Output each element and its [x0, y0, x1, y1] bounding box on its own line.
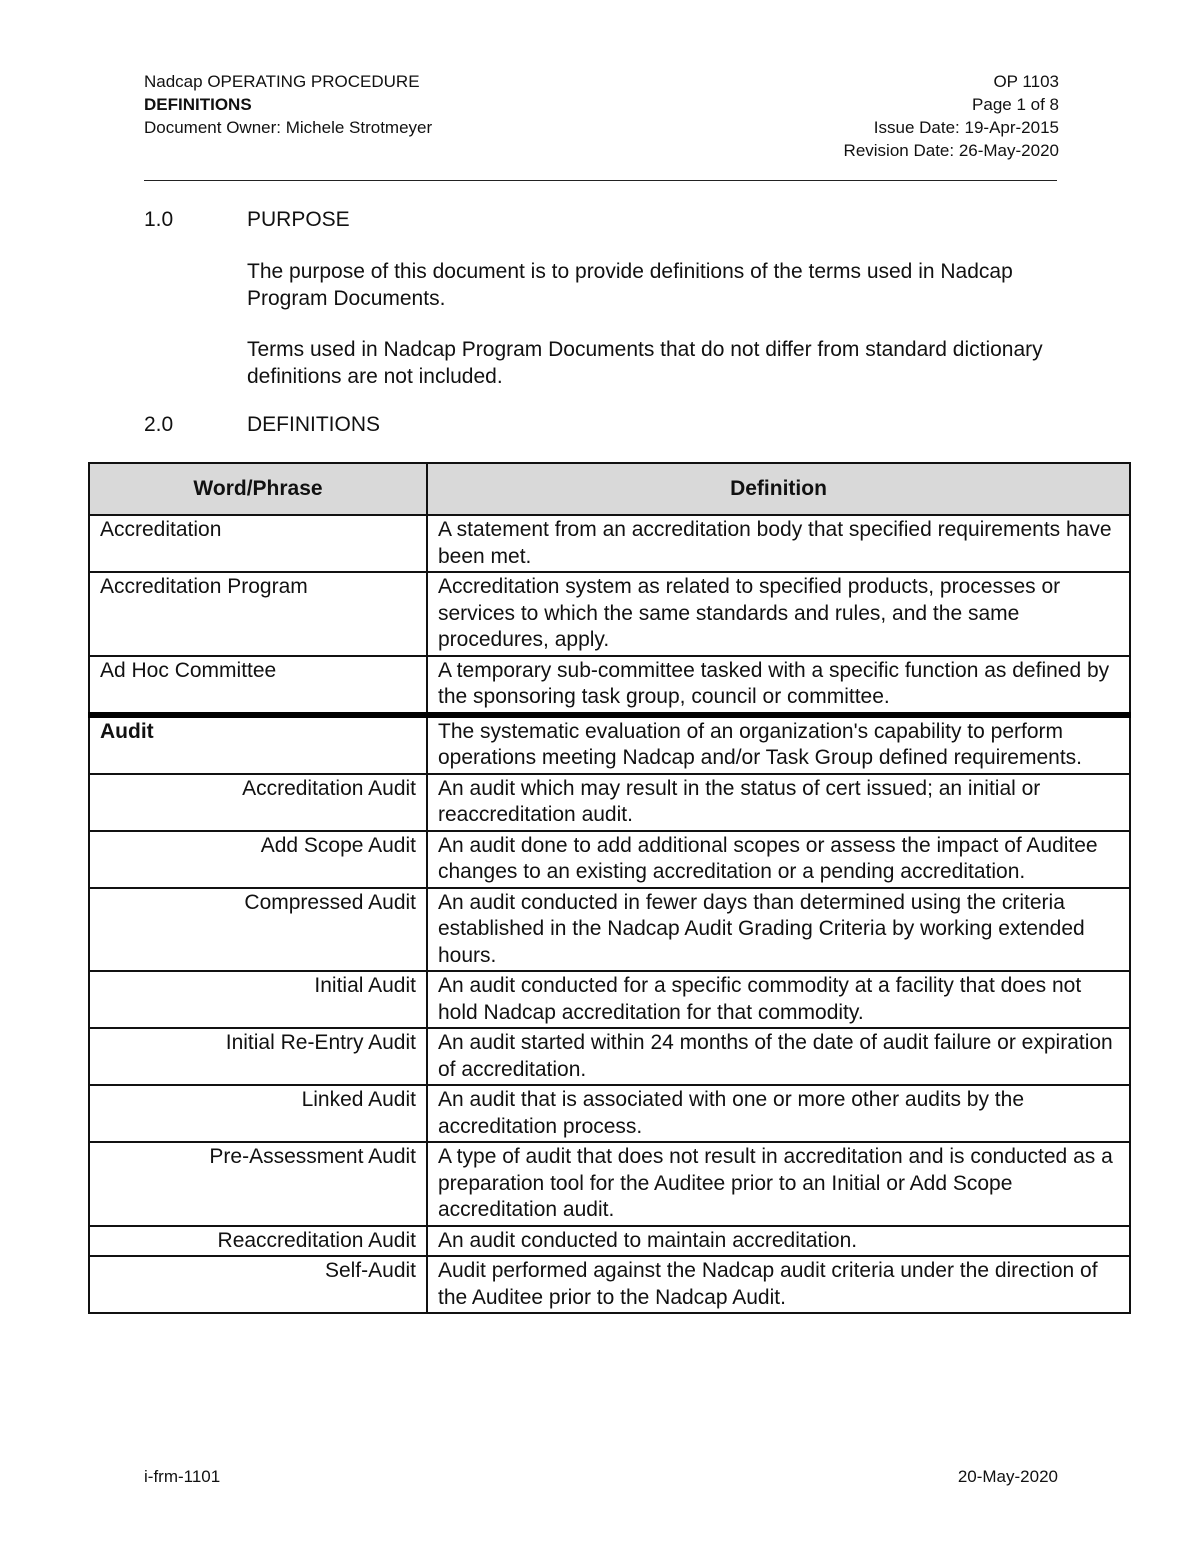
definition-cell: An audit conducted for a specific commodity at a facility that does not hold Nadcap accreditation for that commodity. — [427, 971, 1130, 1028]
column-header-term: Word/Phrase — [89, 463, 427, 515]
definition-cell: A type of audit that does not result in accreditation and is conducted as a preparation tool for the Auditee prior to an Initial or Add Scope accreditation audit. — [427, 1142, 1130, 1226]
definition-cell: An audit conducted in fewer days than determined using the criteria established in the Nadcap Audit Grading Criteria by working extended hours. — [427, 888, 1130, 972]
subterm-cell: Accreditation Audit — [89, 774, 427, 831]
section-number: 1.0 — [144, 208, 174, 231]
table-row — [89, 971, 1130, 1028]
definition-cell: An audit that is associated with one or more other audits by the accreditation process. — [427, 1085, 1130, 1142]
definition-cell: An audit done to add additional scopes or assess the impact of Auditee changes to an existing accreditation or a pending accreditation. — [427, 831, 1130, 888]
definition-cell: An audit conducted to maintain accreditation. — [427, 1226, 1130, 1257]
purpose-paragraph-1: The purpose of this document is to provide definitions of the terms used in Nadcap Program Documents. — [247, 260, 1013, 310]
subterm-cell: Compressed Audit — [89, 888, 427, 972]
doc-number: OP 1103 — [993, 72, 1059, 91]
table-row — [89, 515, 1130, 572]
issue-date: Issue Date: 19-Apr-2015 — [873, 118, 1059, 137]
table-row-group-audit — [89, 715, 1130, 774]
revision-date: Revision Date: 26-May-2020 — [843, 141, 1059, 160]
definition-cell: The systematic evaluation of an organization's capability to perform operations meeting Nadcap and/or Task Group defined requirements. — [427, 715, 1130, 774]
table-row — [89, 1085, 1130, 1142]
subterm-cell: Initial Re-Entry Audit — [89, 1028, 427, 1085]
definition-cell: A statement from an accreditation body that specified requirements have been met. — [427, 515, 1130, 572]
column-header-definition: Definition — [427, 463, 1130, 515]
table-row — [89, 1142, 1130, 1226]
subterm-cell: Initial Audit — [89, 971, 427, 1028]
page-number: Page 1 of 8 — [972, 95, 1059, 114]
table-row — [89, 656, 1130, 715]
header-divider — [144, 180, 1057, 181]
table-row — [89, 1256, 1130, 1313]
table-row — [89, 831, 1130, 888]
program-title: Nadcap OPERATING PROCEDURE — [144, 72, 420, 91]
document-header — [144, 70, 1059, 162]
footer-form-id: i-frm-1101 — [144, 1467, 221, 1486]
section-title: PURPOSE — [247, 208, 350, 231]
section-title: DEFINITIONS — [247, 413, 381, 436]
term-cell-group: Audit — [89, 715, 427, 774]
doc-title: DEFINITIONS — [144, 95, 252, 114]
definition-cell: Audit performed against the Nadcap audit criteria under the direction of the Auditee prior to the Nadcap Audit. — [427, 1256, 1130, 1313]
subterm-cell: Self-Audit — [89, 1256, 427, 1313]
term-cell: Accreditation — [89, 515, 427, 572]
section-number: 2.0 — [144, 413, 174, 436]
table-row — [89, 1226, 1130, 1257]
table-header-row — [89, 463, 1130, 515]
section-purpose-heading — [144, 208, 350, 232]
term-cell: Ad Hoc Committee — [89, 656, 427, 715]
definition-cell: A temporary sub-committee tasked with a specific function as defined by the sponsoring task group, council or committee. — [427, 656, 1130, 715]
subterm-cell: Linked Audit — [89, 1085, 427, 1142]
definition-cell: Accreditation system as related to specified products, processes or services to which the same standards and rules, and the same procedures, apply. — [427, 572, 1130, 656]
table-row — [89, 572, 1130, 656]
term-cell: Accreditation Program — [89, 572, 427, 656]
definitions-table — [88, 462, 1131, 1314]
subterm-cell: Add Scope Audit — [89, 831, 427, 888]
section-definitions-heading — [144, 413, 380, 437]
subterm-cell: Reaccreditation Audit — [89, 1226, 427, 1257]
subterm-cell: Pre-Assessment Audit — [89, 1142, 427, 1226]
table-row — [89, 1028, 1130, 1085]
definition-cell: An audit which may result in the status of cert issued; an initial or reaccreditation audit. — [427, 774, 1130, 831]
table-row — [89, 888, 1130, 972]
footer-date: 20-May-2020 — [957, 1467, 1058, 1486]
doc-owner: Document Owner: Michele Strotmeyer — [144, 118, 433, 137]
table-row — [89, 774, 1130, 831]
definition-cell: An audit started within 24 months of the date of audit failure or expiration of accreditation. — [427, 1028, 1130, 1085]
purpose-paragraph-2: Terms used in Nadcap Program Documents that do not differ from standard dictionary definitions are not included. — [247, 338, 1043, 388]
